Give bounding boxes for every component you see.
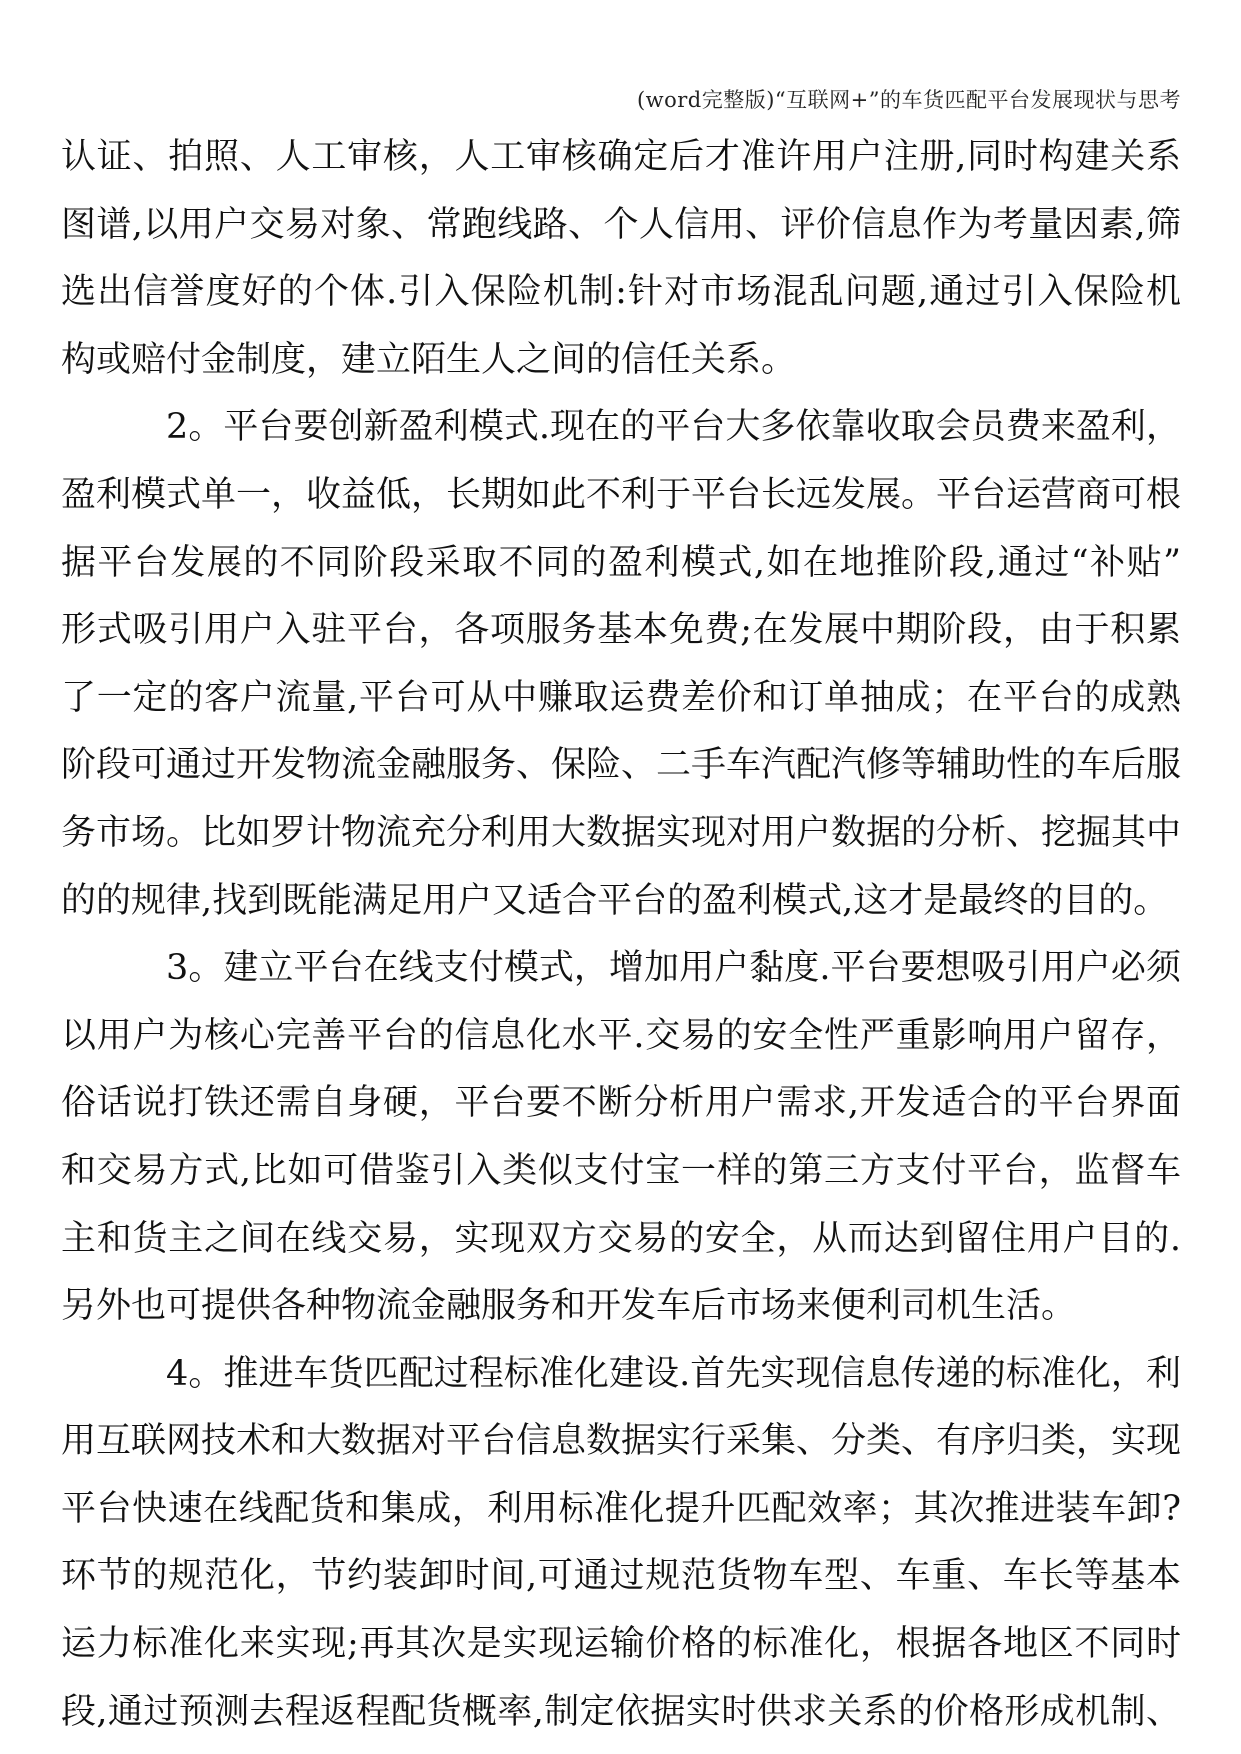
text-line: 构或赔付金制度，建立陌生人之间的信任关系。 [61, 339, 797, 380]
text-line: 和交易方式,比如可借鉴引入类似支付宝一样的第三方支付平台，监督车 [61, 1150, 1181, 1191]
text-line: 认证、拍照、人工审核，人工审核确定后才准许用户注册,同时构建关系 [61, 137, 1181, 177]
text-line: 图谱,以用户交易对象、常跑线路、个人信用、评价信息作为考量因素,筛 [61, 204, 1181, 245]
text-line: 运力标准化来实现;再其次是实现运输价格的标准化，根据各地区不同时 [61, 1624, 1181, 1665]
paragraph-2-start: 2。平台要创新盈利模式.现在的平台大多依靠收取会员费来盈利， [166, 407, 1181, 448]
text-line: 主和货主之间在线交易，实现双方交易的安全，从而达到留住用户目的. [61, 1218, 1181, 1259]
text-line: 阶段可通过开发物流金融服务、保险、二手车汽配汽修等辅助性的车后服 [61, 745, 1181, 786]
text-line: 俗话说打铁还需自身硬，平台要不断分析用户需求,开发适合的平台界面 [61, 1083, 1181, 1124]
body-text [61, 124, 1181, 1746]
text-line: 盈利模式单一，收益低，长期如此不利于平台长远发展。平台运营商可根 [61, 474, 1181, 515]
text-line: 另外也可提供各种物流金融服务和开发车后市场来便利司机生活。 [61, 1286, 1077, 1327]
running-header: (word完整版)“互联网+”的车货匹配平台发展现状与思考 [636, 88, 1181, 112]
text-line: 段,通过预测去程返程配货概率,制定依据实时供求关系的价格形成机制、 [61, 1691, 1181, 1732]
text-line: 以用户为核心完善平台的信息化水平.交易的安全性严重影响用户留存， [61, 1015, 1181, 1056]
paragraph-3-start: 3。建立平台在线支付模式，增加用户黏度.平台要想吸引用户必须 [166, 948, 1181, 989]
text-line: 环节的规范化，节约装卸时间,可通过规范货物车型、车重、车长等基本 [61, 1556, 1181, 1597]
text-line: 务市场。比如罗计物流充分利用大数据实现对用户数据的分析、挖掘其中 [61, 812, 1181, 853]
text-line: 选出信誉度好的个体.引入保险机制:针对市场混乱问题,通过引入保险机 [61, 272, 1181, 313]
text-line: 平台快速在线配货和集成，利用标准化提升匹配效率；其次推进装车卸? [61, 1488, 1181, 1529]
text-line: 的的规律,找到既能满足用户又适合平台的盈利模式,这才是最终的目的。 [61, 880, 1169, 921]
text-line: 了一定的客户流量,平台可从中赚取运费差价和订单抽成；在平台的成熟 [61, 677, 1181, 718]
text-line: 形式吸引用户入驻平台，各项服务基本免费;在发展中期阶段，由于积累 [61, 610, 1181, 651]
text-line: 用互联网技术和大数据对平台信息数据实行采集、分类、有序归类，实现 [61, 1421, 1181, 1462]
paragraph-4-start: 4。推进车货匹配过程标准化建设.首先实现信息传递的标准化，利 [166, 1353, 1181, 1394]
text-line: 据平台发展的不同阶段采取不同的盈利模式,如在地推阶段,通过“补贴” [61, 542, 1181, 583]
